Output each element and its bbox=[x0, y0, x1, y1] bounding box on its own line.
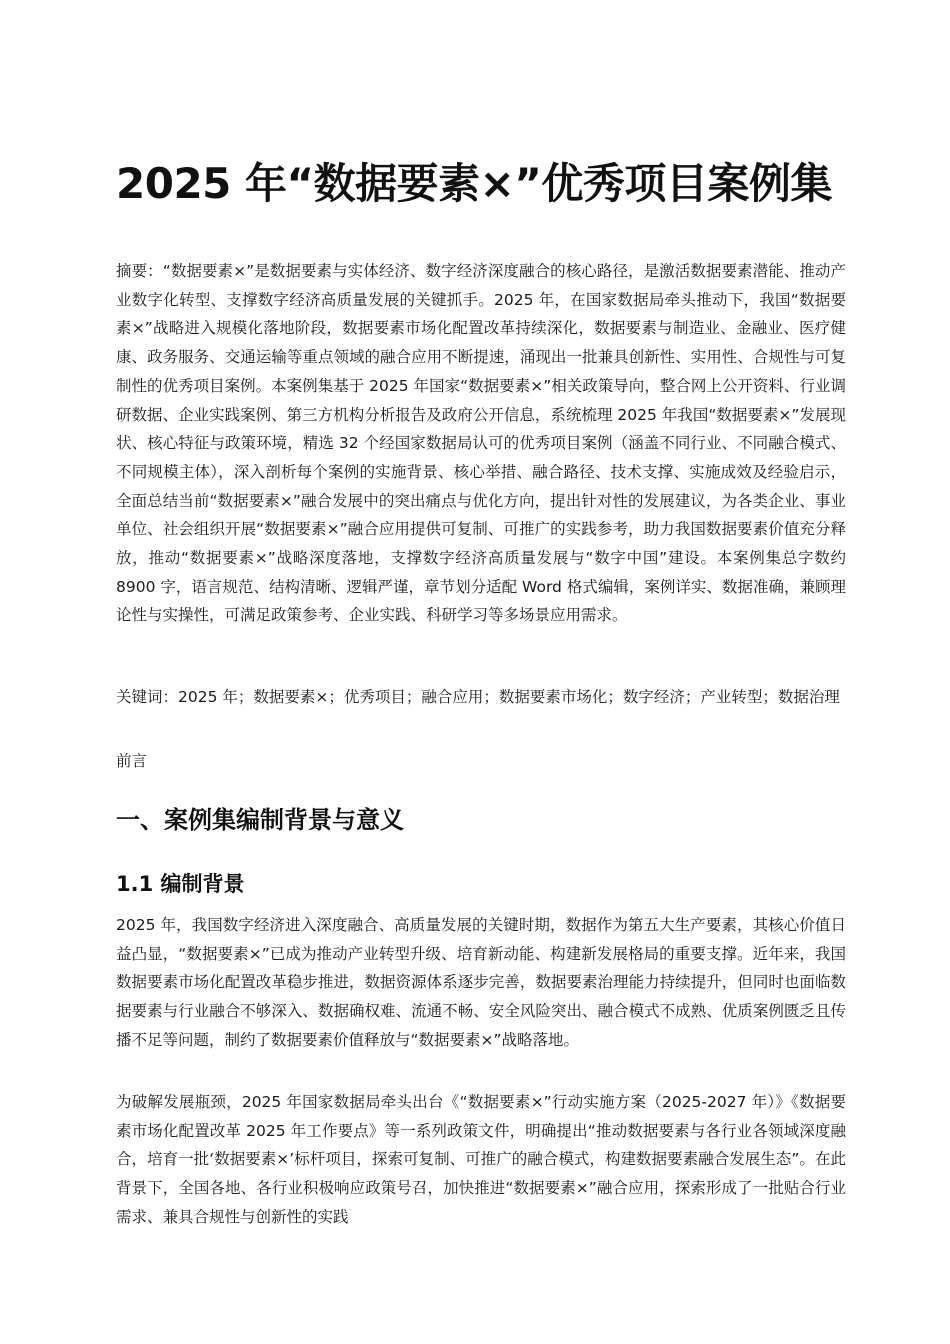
body-paragraph-1: 2025 年，我国数字经济进入深度融合、高质量发展的关键时期，数据作为第五大生产要素，其核心价值日益凸显，“数据要素×”已成为推动产业转型升级、培育新动能、构建新发展格局的重要支撑。近年来，我国数据要素市场化配置改革稳步推进，数据资源体系逐步完善，数据要素治理能力持续提升，但同时也面临数据要素与行业融合不够深入、数据确权难、流通不畅、安全风险突出、融合模式不成熟、优质案例匮乏且传播不足等问题，制约了数据要素价值释放与“数据要素×”战略落地。 bbox=[116, 916, 846, 1049]
document-title: 2025 年“数据要素×”优秀项目案例集 bbox=[116, 159, 832, 208]
body-paragraph-2: 为破解发展瓶颈，2025 年国家数据局牵头出台《“数据要素×”行动实施方案（2025-2027 年）》《数据要素市场化配置改革 2025 年工作要点》等一系列政策文件，明确提出“推动数据要素与各行业各领域深度融合，培育一批‘数据要素×’标杆项目，探索可复制、可推广的融合模式，构建数据要素融合发展生态”。在此背景下，全国各地、各行业积极响应政策号召，加快推进“数据要素×”融合应用，探索形成了一批贴合行业需求、兼具合规性与创新性的实践 bbox=[116, 1093, 846, 1226]
abstract-paragraph: 摘要：“数据要素×”是数据要素与实体经济、数字经济深度融合的核心路径，是激活数据要素潜能、推动产业数字化转型、支撑数字经济高质量发展的关键抓手。2025 年，在国家数据局牵头推动下，我国“数据要素×”战略进入规模化落地阶段，数据要素市场化配置改革持续深化，数据要素与制造业、金融业、医疗健康、政务服务、交通运输等重点领域的融合应用不断提速，涌现出一批兼具创新性、实用性、合规性与可复制性的优秀项目案例。本案例集基于 2025 年国家“数据要素×”相关政策导向，整合网上公开资料、行业调研数据、企业实践案例、第三方机构分析报告及政府公开信息，系统梳理 2025 年我国“数据要素×”发展现状、核心特征与政策环境，精选 32 个经国家数据局认可的优秀项目案例（涵盖不同行业、不同融合模式、不同规模主体），深入剖析每个案例的实施背景、核心举措、融合路径、技术支撑、实施成效及经验启示，全面总结当前“数据要素×”融合发展中的突出痛点与优化方向，提出针对性的发展建议，为各类企业、事业单位、社会组织开展“数据要素×”融合应用提供可复制、可推广的实践参考，助力我国数据要素价值充分释放，推动“数据要素×”战略深度落地，支撑数字经济高质量发展与“数字中国”建设。本案例集总字数约 8900 字，语言规范、结构清晰、逻辑严谨，章节划分适配 Word 格式编辑，案例详实、数据准确，兼顾理论性与实操性，可满足政策参考、企业实践、科研学习等多场景应用需求。 bbox=[116, 262, 846, 625]
foreword-label: 前言 bbox=[116, 752, 148, 770]
keywords-paragraph: 关键词：2025 年；数据要素×；优秀项目；融合应用；数据要素市场化；数字经济；产业转型；数据治理 bbox=[116, 688, 840, 706]
subsection-heading: 1.1 编制背景 bbox=[116, 872, 245, 896]
section-heading: 一、案例集编制背景与意义 bbox=[116, 806, 404, 834]
